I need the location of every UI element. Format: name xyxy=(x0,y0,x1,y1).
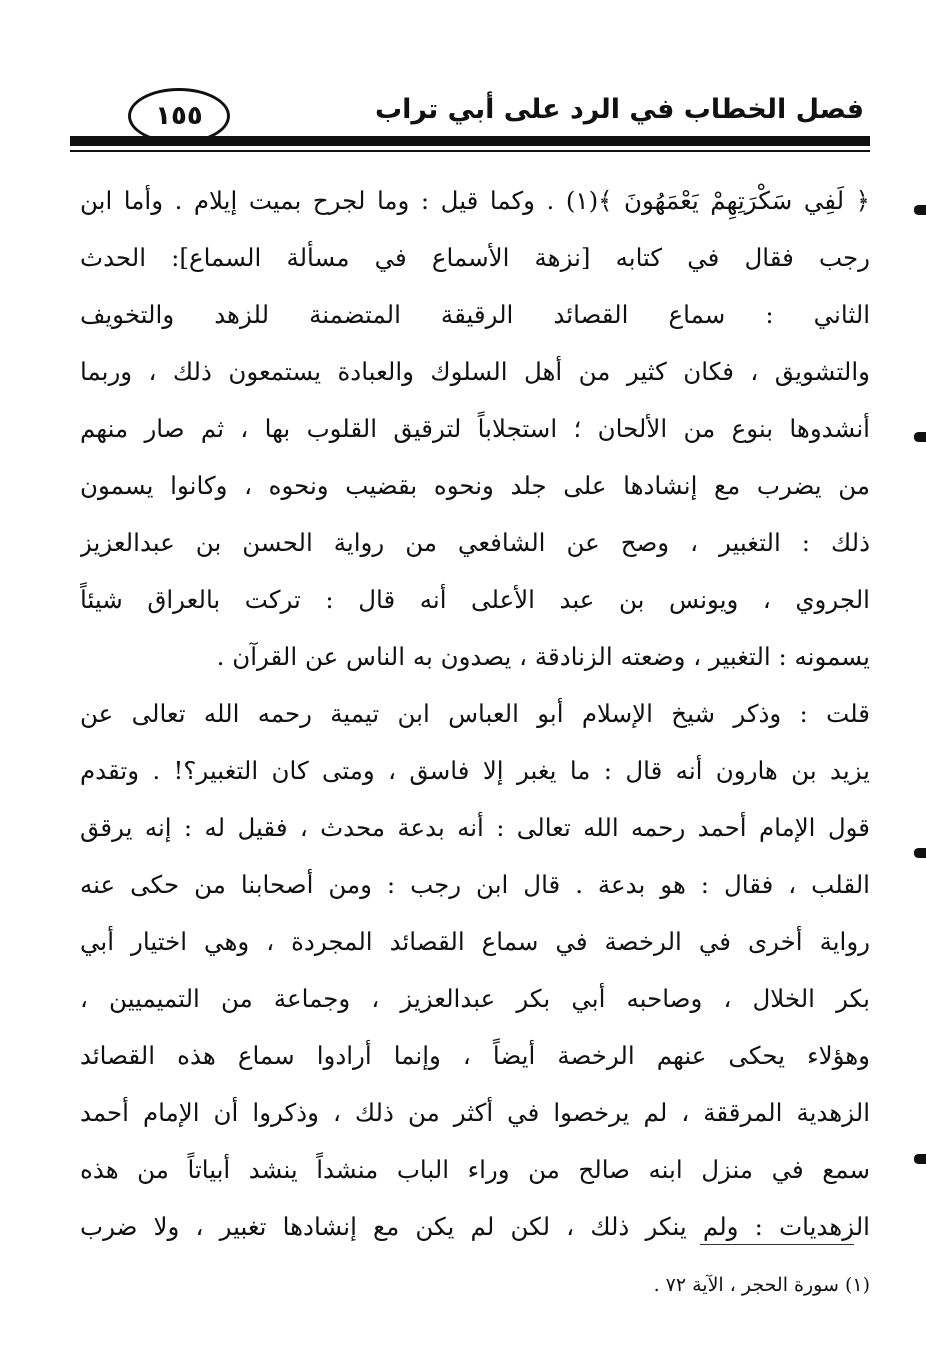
text-line: القلب ، فقال : هو بدعة . قال ابن رجب : ومن أصحابنا من حكى عنه xyxy=(80,870,870,899)
text-line: سمع في منزل ابنه صالح من وراء الباب منشداً ينشد أبياتاً من هذه xyxy=(80,1155,870,1184)
footnote: (١) سورة الحجر ، الآية ٧٢ . xyxy=(653,1274,870,1296)
margin-mark xyxy=(914,432,926,442)
text-line: ذلك : التغبير ، وصح عن الشافعي من رواية الحسن بن عبدالعزيز xyxy=(80,528,870,557)
text-line: الزهدية المرققة ، لم يرخصوا في أكثر من ذلك ، وذكروا أن الإمام أحمد xyxy=(80,1098,870,1127)
page-number: ١٥٥ xyxy=(155,101,203,131)
text-line: من يضرب مع إنشادها على جلد ونحوه بقضيب ونحوه ، وكانوا يسمون xyxy=(80,471,870,500)
text-line: بكر الخلال ، وصاحبه أبي بكر عبدالعزيز ، وجماعة من التميميين ، xyxy=(80,984,870,1013)
text-line: رجب فقال في كتابه [نزهة الأسماع في مسألة السماع]: الحدث xyxy=(80,243,870,272)
margin-mark xyxy=(914,848,926,858)
text-line: ﴿ لَفِي سَكْرَتِهِمْ يَعْمَهُونَ ﴾(١) . وكما قيل : وما لجرح بميت إيلام . وأما ابن xyxy=(80,186,870,215)
header-rule-thin xyxy=(70,150,870,152)
text-line: يزيد بن هارون أنه قال : ما يغبر إلا فاسق ، ومتى كان التغبير؟! . وتقدم xyxy=(80,756,870,785)
text-line: والتشويق ، فكان كثير من أهل السلوك والعبادة يستمعون ذلك ، وربما xyxy=(80,357,870,386)
footnote-separator xyxy=(700,1244,854,1245)
text-line: قلت : وذكر شيخ الإسلام أبو العباس ابن تيمية رحمه الله تعالى عن xyxy=(80,699,870,728)
text-line: رواية أخرى في الرخصة في سماع القصائد المجردة ، وهي اختيار أبي xyxy=(80,927,870,956)
text-line: يسمونه : التغبير ، وضعته الزنادقة ، يصدون به الناس عن القرآن . xyxy=(216,642,870,671)
book-title: فصل الخطاب في الرد على أبي تراب xyxy=(374,94,864,125)
page-header xyxy=(0,0,926,160)
body-text xyxy=(80,172,870,1255)
margin-mark xyxy=(914,205,926,215)
text-line: وهؤلاء يحكى عنهم الرخصة أيضاً ، وإنما أرادوا سماع هذه القصائد xyxy=(80,1041,870,1070)
text-line: الجروي ، ويونس بن عبد الأعلى أنه قال : تركت بالعراق شيئاً xyxy=(80,585,870,614)
text-line: الثاني : سماع القصائد الرقيقة المتضمنة للزهد والتخويف xyxy=(80,300,870,329)
text-line: الزهديات : ولم ينكر ذلك ، لكن لم يكن مع إنشادها تغبير ، ولا ضرب xyxy=(80,1212,870,1241)
text-line: قول الإمام أحمد رحمه الله تعالى : أنه بدعة محدث ، فقيل له : إنه يرقق xyxy=(80,813,870,842)
header-rule-thick xyxy=(70,136,870,146)
margin-mark xyxy=(914,1154,926,1164)
text-line: أنشدوها بنوع من الألحان ؛ استجلاباً لترقيق القلوب بها ، ثم صار منهم xyxy=(80,414,870,443)
